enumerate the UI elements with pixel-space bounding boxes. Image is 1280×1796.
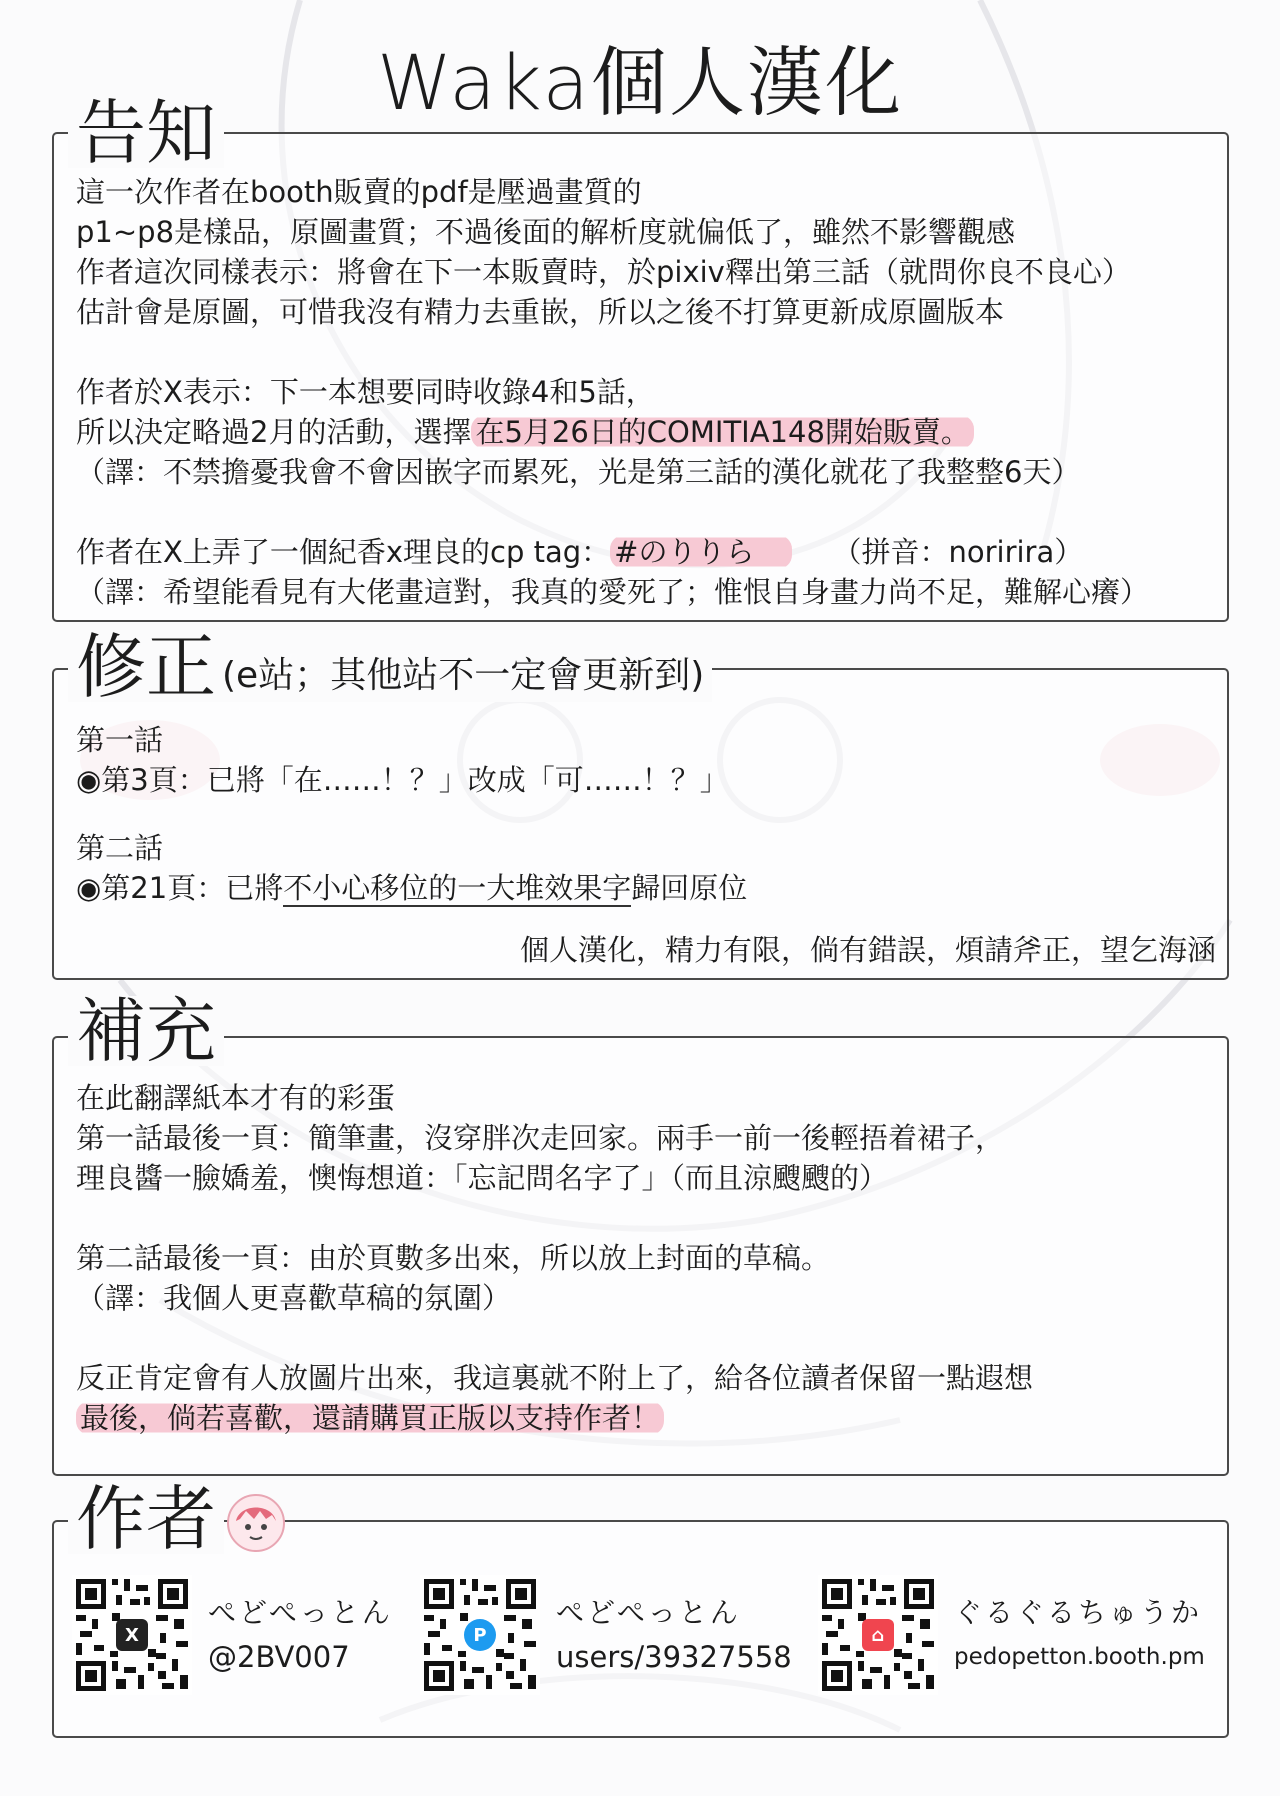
- support-author-highlight: 最後，倘若喜歡，還請購買正版以支持作者！: [76, 1401, 664, 1435]
- author-name: ぺどぺっとん: [556, 1596, 741, 1629]
- qr-code-booth[interactable]: [818, 1575, 938, 1695]
- supplement-line: 第二話最後一頁：由於頁數多出來，所以放上封面的草稿。: [76, 1241, 831, 1275]
- translator-note: 個人漢化，精力有限，倘有錯誤，煩請斧正，望乞海涵: [519, 933, 1216, 967]
- author-heading: [68, 1478, 224, 1560]
- pixiv-logo-icon: P: [464, 1619, 496, 1651]
- supplement-text: [76, 1078, 1033, 1438]
- supplement-line: 在此翻譯紙本才有的彩蛋: [76, 1081, 396, 1115]
- supplement-line: [76, 1398, 1033, 1438]
- author-avatar-icon: [226, 1493, 286, 1553]
- fixes-subheading: (e站；其他站不一定會更新到): [222, 655, 705, 696]
- fixes-heading: [68, 626, 712, 708]
- notice-line: p1~p8是樣品，原圖畫質；不過後面的解析度就偏低了，雖然不影響觀感: [76, 215, 1016, 249]
- notice-text: [76, 172, 1149, 612]
- chapter2-fix: [76, 868, 747, 908]
- chapter1-fix: ◉第3頁：已將「在……！？」改成「可……！？」: [76, 763, 729, 797]
- supplement-line: （譯：我個人更喜歡草稿的氛圍）: [76, 1281, 512, 1315]
- notice-line: （譯：希望能看見有大佬畫這對，我真的愛死了；惟恨自身畫力尚不足，難解心癢）: [76, 575, 1150, 609]
- notice-line-part: 所以決定略過2月的活動，選擇: [76, 415, 472, 449]
- cp-tag-highlight: #のりりら: [610, 535, 792, 569]
- notice-line: 這一次作者在booth販賣的pdf是壓過畫質的: [76, 175, 642, 209]
- supplement-line: 反正肯定會有人放圖片出來，我這裏就不附上了，給各位讀者保留一點遐想: [76, 1361, 1034, 1395]
- author-link-pixiv: [420, 1575, 792, 1695]
- fixes-heading-text: 修正: [76, 626, 216, 708]
- author-link-x: [72, 1575, 393, 1695]
- author-name: ぺどぺっとん: [208, 1596, 393, 1629]
- chapter2-fix-part: 歸回原位: [631, 871, 748, 905]
- chapter2-fix-part: ◉第21頁：已將: [76, 871, 284, 905]
- notice-line: 作者於X表示：下一本想要同時收錄4和5話，: [76, 375, 655, 409]
- notice-heading-text: 告知: [76, 92, 216, 174]
- release-date-highlight: 在5月26日的COMITIA148開始販賣。: [471, 415, 973, 449]
- author-heading-text: 作者: [76, 1478, 216, 1560]
- pinyin-note: （拼音：noririra）: [832, 535, 1084, 569]
- chapter1-label: 第一話: [76, 723, 164, 757]
- booth-logo-icon: ⌂: [862, 1619, 894, 1651]
- page-title: Waka個人漢化: [376, 38, 904, 127]
- author-handle[interactable]: pedopetton.booth.pm: [954, 1644, 1205, 1670]
- author-link-booth: [818, 1575, 1205, 1695]
- notice-line: [76, 532, 1149, 572]
- fixes-text: [76, 720, 747, 908]
- supplement-line: 第一話最後一頁：簡筆畫，沒穿胖次走回家。兩手一前一後輕捂着裙子，: [76, 1121, 1005, 1155]
- qr-code-pixiv[interactable]: [420, 1575, 540, 1695]
- author-handle[interactable]: @2BV007: [208, 1640, 350, 1674]
- notice-line-part: 作者在X上弄了一個紀香x理良的cp tag：: [76, 535, 611, 569]
- author-name: ぐるぐるちゅうか: [954, 1596, 1203, 1629]
- supplement-heading: [68, 990, 224, 1072]
- notice-line: 作者這次同樣表示：將會在下一本販賣時，於pixiv釋出第三話（就問你良不良心）: [76, 255, 1131, 289]
- notice-line: [76, 412, 1149, 452]
- notice-heading: [68, 92, 224, 174]
- notice-line: 估計會是原圖，可惜我沒有精力去重嵌，所以之後不打算更新成原圖版本: [76, 295, 1005, 329]
- qr-code-x[interactable]: [72, 1575, 192, 1695]
- supplement-heading-text: 補充: [76, 990, 216, 1072]
- x-logo-icon: X: [116, 1619, 148, 1651]
- notice-line: （譯：不禁擔憂我會不會因嵌字而累死，光是第三話的漢化就花了我整整6天）: [76, 455, 1081, 489]
- chapter2-label: 第二話: [76, 831, 164, 865]
- supplement-line: 理良醬一臉嬌羞，懊悔想道：「忘記問名字了」（而且涼颼颼的）: [76, 1161, 889, 1195]
- author-handle[interactable]: users/39327558: [556, 1640, 792, 1674]
- chapter2-fix-underlined: 不小心移位的一大堆效果字: [283, 871, 632, 905]
